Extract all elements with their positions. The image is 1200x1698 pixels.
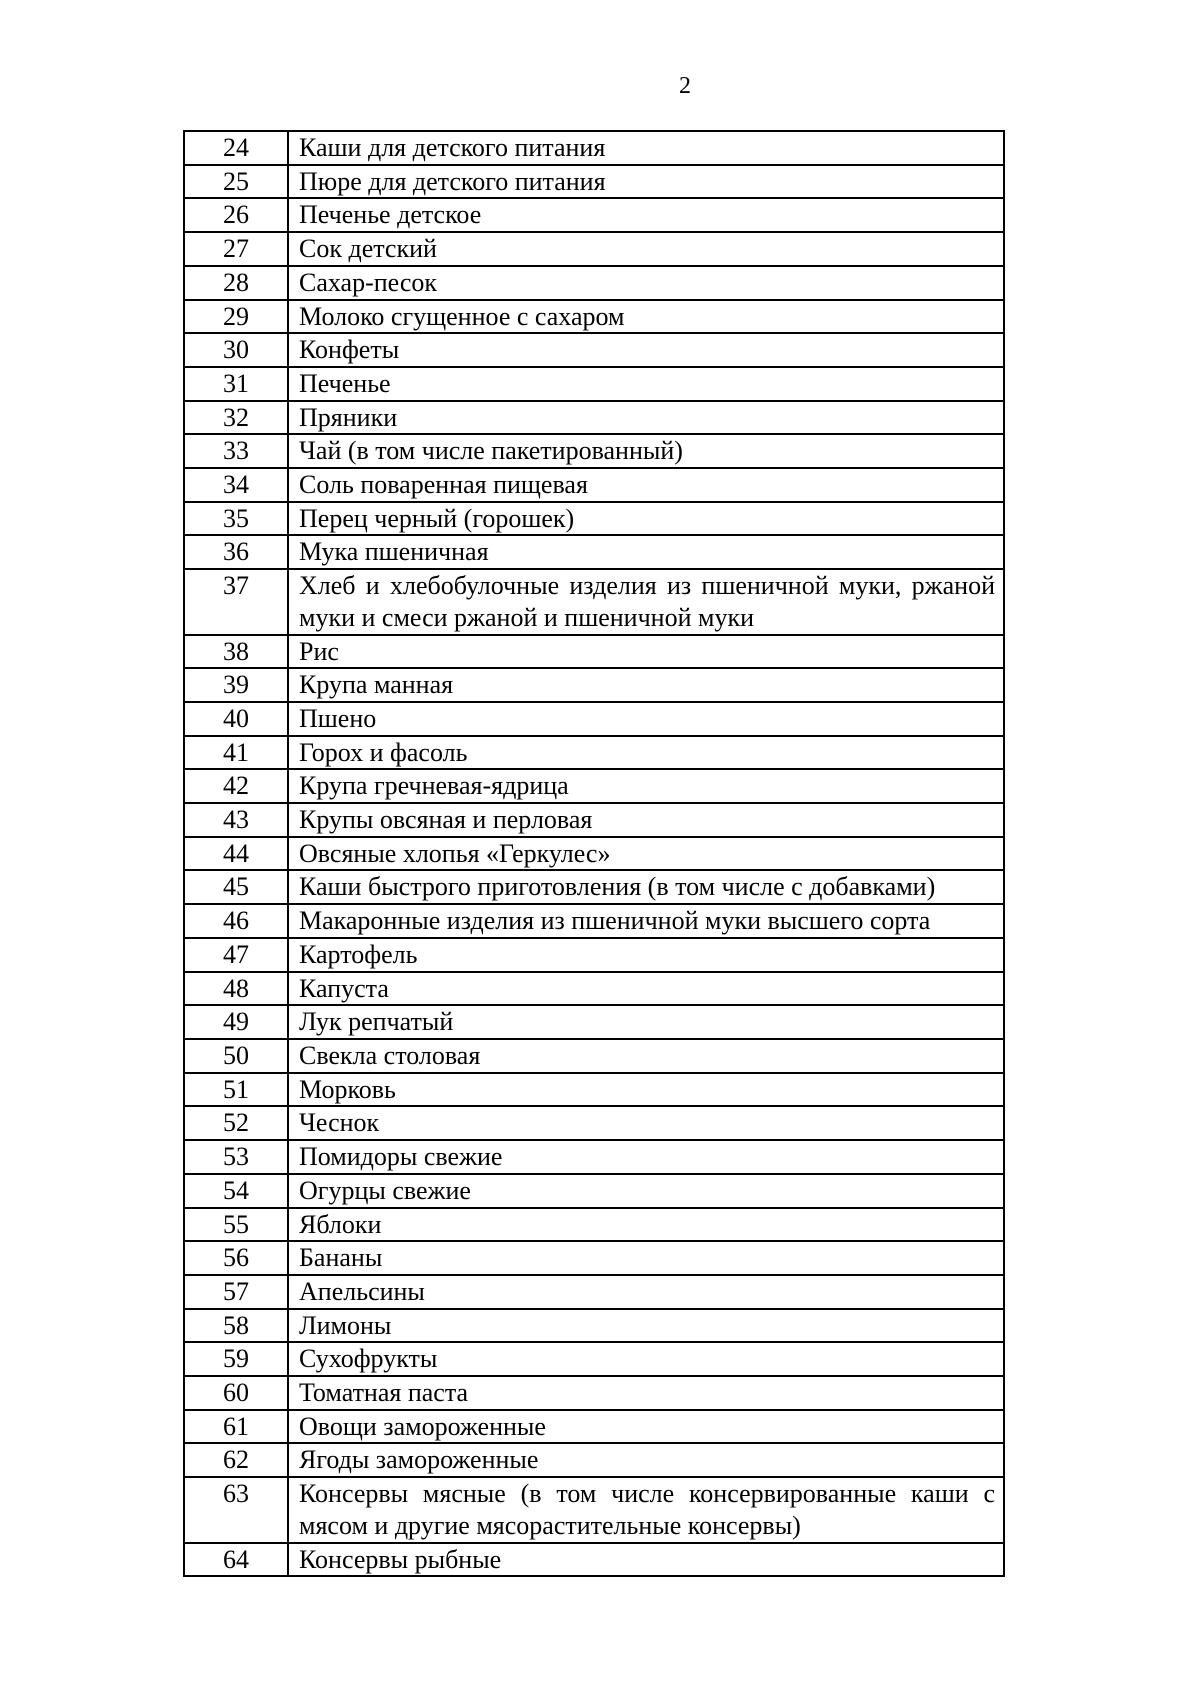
row-product-name: Конфеты	[288, 333, 1004, 367]
row-number: 47	[184, 938, 288, 972]
table-row	[184, 972, 1004, 1006]
row-product-name: Рис	[288, 635, 1004, 669]
table-row	[184, 870, 1004, 904]
row-product-name: Пшено	[288, 702, 1004, 736]
row-product-name: Свекла столовая	[288, 1039, 1004, 1073]
table-row	[184, 1410, 1004, 1444]
row-number: 33	[184, 434, 288, 468]
row-product-name: Картофель	[288, 938, 1004, 972]
table-row	[184, 165, 1004, 199]
table-row	[184, 904, 1004, 938]
row-product-name: Пюре для детского питания	[288, 165, 1004, 199]
row-product-name: Каши для детского питания	[288, 131, 1004, 165]
row-product-name: Консервы мясные (в том числе консервированные каши с мясом и другие мясорастительные консервы)	[288, 1477, 1004, 1542]
row-number: 64	[184, 1543, 288, 1577]
table-row	[184, 1073, 1004, 1107]
table-row	[184, 769, 1004, 803]
table-row	[184, 1376, 1004, 1410]
row-product-name: Апельсины	[288, 1275, 1004, 1309]
row-product-name: Печенье	[288, 367, 1004, 401]
row-number: 53	[184, 1140, 288, 1174]
row-number: 36	[184, 535, 288, 569]
table-row	[184, 1477, 1004, 1542]
row-number: 52	[184, 1106, 288, 1140]
row-number: 24	[184, 131, 288, 165]
row-number: 38	[184, 635, 288, 669]
table-row	[184, 1241, 1004, 1275]
row-product-name: Каши быстрого приготовления (в том числе с добавками)	[288, 870, 1004, 904]
row-number: 27	[184, 232, 288, 266]
table-row	[184, 1309, 1004, 1343]
row-number: 35	[184, 502, 288, 536]
row-product-name: Консервы рыбные	[288, 1543, 1004, 1577]
table-row	[184, 1140, 1004, 1174]
row-product-name: Пряники	[288, 401, 1004, 435]
row-product-name: Капуста	[288, 972, 1004, 1006]
row-product-name: Лук репчатый	[288, 1005, 1004, 1039]
row-product-name: Сок детский	[288, 232, 1004, 266]
row-product-name: Морковь	[288, 1073, 1004, 1107]
row-product-name: Овощи замороженные	[288, 1410, 1004, 1444]
table-row	[184, 333, 1004, 367]
row-number: 62	[184, 1443, 288, 1477]
row-number: 48	[184, 972, 288, 1006]
row-product-name: Соль поваренная пищевая	[288, 468, 1004, 502]
row-number: 41	[184, 736, 288, 770]
row-number: 59	[184, 1342, 288, 1376]
table-row	[184, 1275, 1004, 1309]
row-product-name: Мука пшеничная	[288, 535, 1004, 569]
row-product-name: Томатная паста	[288, 1376, 1004, 1410]
row-number: 51	[184, 1073, 288, 1107]
row-product-name: Перец черный (горошек)	[288, 502, 1004, 536]
row-product-name: Яблоки	[288, 1208, 1004, 1242]
row-product-name: Сахар-песок	[288, 266, 1004, 300]
table-row	[184, 837, 1004, 871]
table-row	[184, 1005, 1004, 1039]
row-number: 63	[184, 1477, 288, 1542]
table-row	[184, 502, 1004, 536]
table-row	[184, 434, 1004, 468]
row-product-name: Помидоры свежие	[288, 1140, 1004, 1174]
row-number: 31	[184, 367, 288, 401]
row-product-name: Лимоны	[288, 1309, 1004, 1343]
table-row	[184, 1342, 1004, 1376]
table-row	[184, 702, 1004, 736]
row-product-name: Чеснок	[288, 1106, 1004, 1140]
row-number: 60	[184, 1376, 288, 1410]
row-number: 55	[184, 1208, 288, 1242]
row-number: 42	[184, 769, 288, 803]
row-number: 57	[184, 1275, 288, 1309]
row-product-name: Печенье детское	[288, 198, 1004, 232]
row-number: 32	[184, 401, 288, 435]
table-row	[184, 803, 1004, 837]
table-row	[184, 198, 1004, 232]
table-row	[184, 938, 1004, 972]
row-number: 44	[184, 837, 288, 871]
row-product-name: Крупа манная	[288, 668, 1004, 702]
row-number: 34	[184, 468, 288, 502]
row-product-name: Сухофрукты	[288, 1342, 1004, 1376]
table-row	[184, 1039, 1004, 1073]
row-number: 40	[184, 702, 288, 736]
row-number: 29	[184, 300, 288, 334]
items-table	[183, 130, 1005, 1577]
row-number: 37	[184, 569, 288, 634]
table-row	[184, 1443, 1004, 1477]
table-row	[184, 468, 1004, 502]
row-number: 39	[184, 668, 288, 702]
row-product-name: Огурцы свежие	[288, 1174, 1004, 1208]
table-row	[184, 367, 1004, 401]
table-row	[184, 1174, 1004, 1208]
row-product-name: Крупы овсяная и перловая	[288, 803, 1004, 837]
row-product-name: Крупа гречневая-ядрица	[288, 769, 1004, 803]
table-row	[184, 266, 1004, 300]
table-row	[184, 535, 1004, 569]
row-number: 50	[184, 1039, 288, 1073]
row-number: 54	[184, 1174, 288, 1208]
table-row	[184, 131, 1004, 165]
row-number: 28	[184, 266, 288, 300]
row-number: 46	[184, 904, 288, 938]
row-number: 43	[184, 803, 288, 837]
row-number: 25	[184, 165, 288, 199]
row-product-name: Бананы	[288, 1241, 1004, 1275]
table-row	[184, 635, 1004, 669]
row-number: 26	[184, 198, 288, 232]
table-row	[184, 300, 1004, 334]
table-row	[184, 736, 1004, 770]
table-row	[184, 1208, 1004, 1242]
page-number: 2	[679, 73, 691, 99]
row-number: 45	[184, 870, 288, 904]
row-product-name: Чай (в том числе пакетированный)	[288, 434, 1004, 468]
row-product-name: Ягоды замороженные	[288, 1443, 1004, 1477]
row-product-name: Горох и фасоль	[288, 736, 1004, 770]
items-table-body	[184, 131, 1004, 1576]
table-row	[184, 668, 1004, 702]
table-row	[184, 1543, 1004, 1577]
row-product-name: Молоко сгущенное с сахаром	[288, 300, 1004, 334]
row-product-name: Овсяные хлопья «Геркулес»	[288, 837, 1004, 871]
table-row	[184, 401, 1004, 435]
row-number: 30	[184, 333, 288, 367]
table-row	[184, 1106, 1004, 1140]
table-row	[184, 569, 1004, 634]
row-product-name: Хлеб и хлебобулочные изделия из пшеничной муки, ржаной муки и смеси ржаной и пшеничной муки	[288, 569, 1004, 634]
table-row	[184, 232, 1004, 266]
row-number: 61	[184, 1410, 288, 1444]
row-number: 56	[184, 1241, 288, 1275]
row-number: 58	[184, 1309, 288, 1343]
row-product-name: Макаронные изделия из пшеничной муки высшего сорта	[288, 904, 1004, 938]
row-number: 49	[184, 1005, 288, 1039]
